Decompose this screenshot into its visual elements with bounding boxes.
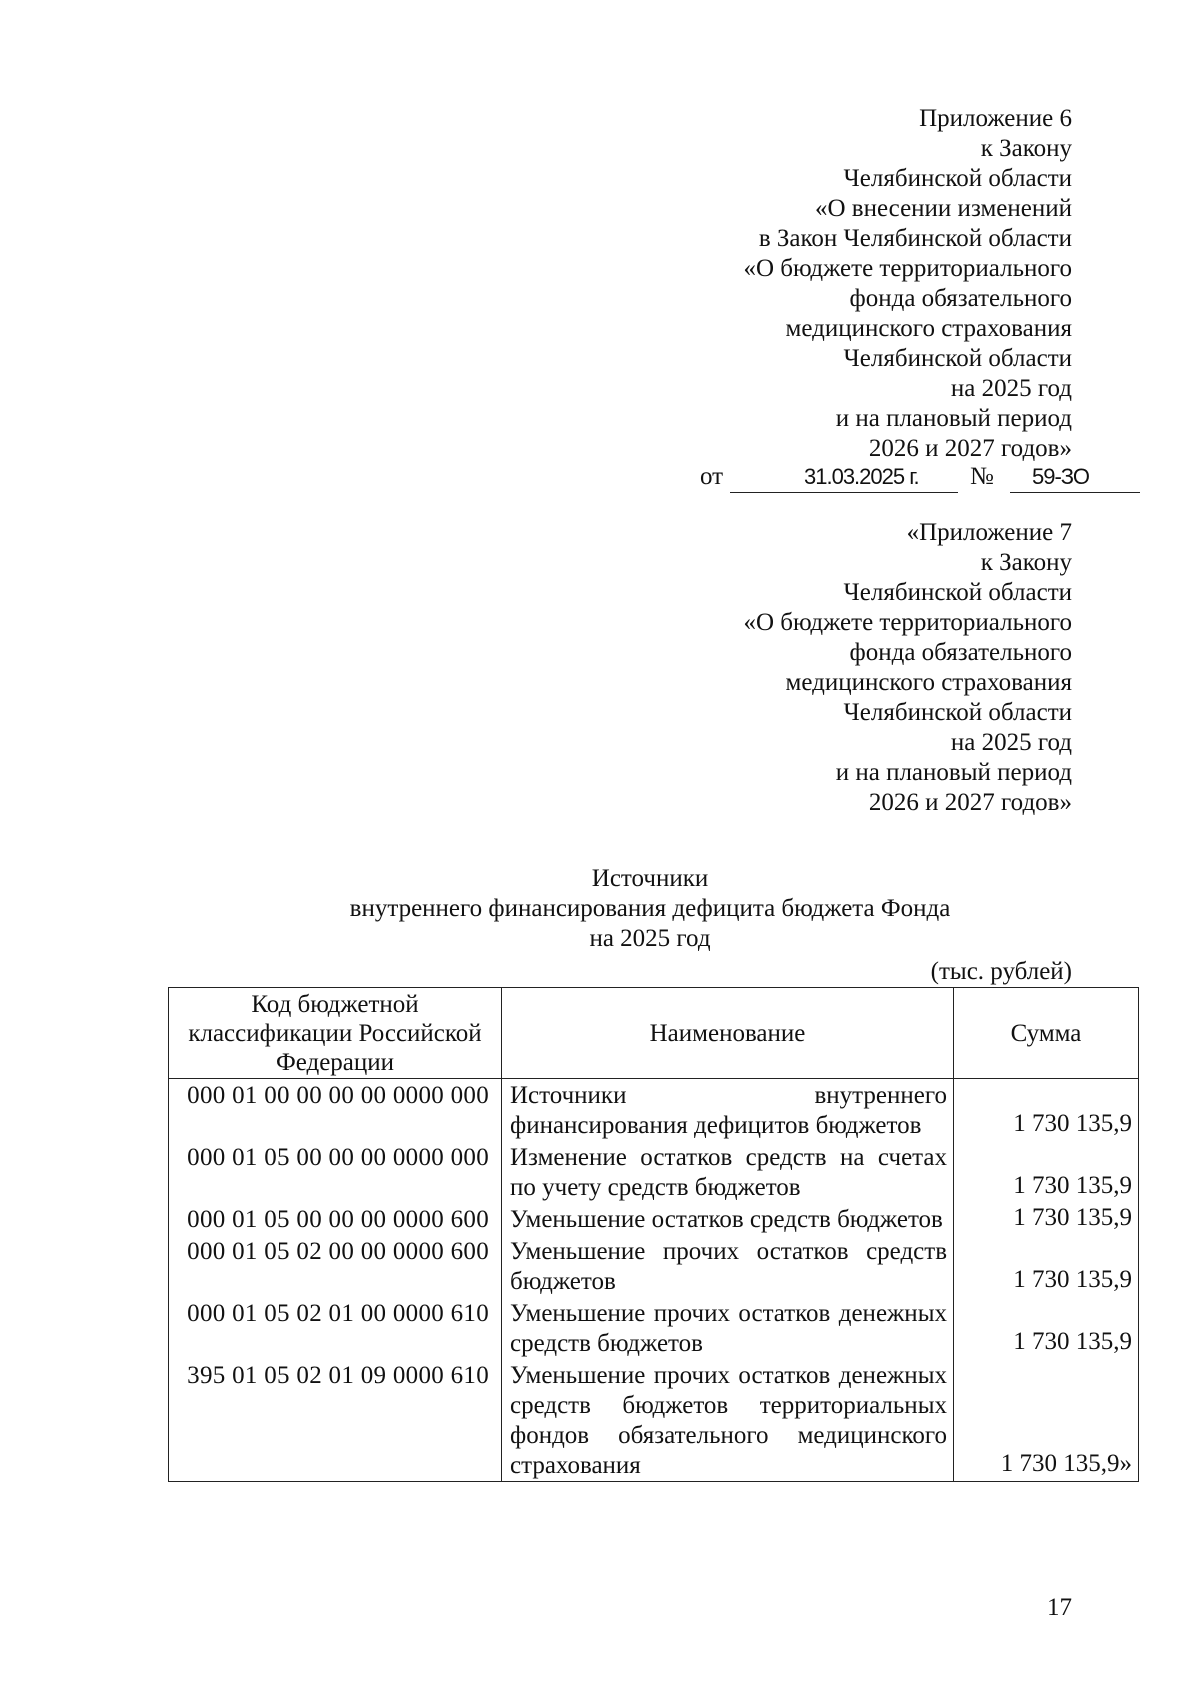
header-name: Наименование: [502, 988, 954, 1079]
annex-line: 2026 и 2027 годов»: [868, 435, 1072, 462]
annex-line: «О бюджете территориального: [743, 609, 1072, 636]
annex-line: в Закон Челябинской области: [758, 225, 1072, 252]
table-header-row: [169, 988, 1139, 1079]
date-underline: [730, 492, 958, 493]
annex-6-header: [472, 104, 1072, 464]
table-row: [169, 1235, 1139, 1297]
units-label: (тыс. рублей): [930, 958, 1072, 985]
from-label: от: [700, 463, 724, 490]
annex-line: Челябинской области: [843, 579, 1072, 606]
number-underline: [1010, 492, 1140, 493]
row-sum: 1 730 135,9: [954, 1141, 1139, 1203]
row-name: Источники внутреннего финансирования дефицитов бюджетов: [502, 1079, 954, 1142]
row-sum: 1 730 135,9: [954, 1203, 1139, 1235]
annex-line: фонда обязательного: [849, 639, 1072, 666]
row-name: Уменьшение остатков средств бюджетов: [502, 1203, 954, 1235]
annex-line: медицинского страхования: [785, 669, 1072, 696]
table-row: [169, 1359, 1139, 1482]
header-sum: Сумма: [954, 988, 1139, 1079]
annex-line: «О бюджете территориального: [743, 255, 1072, 282]
financing-sources-table: [168, 987, 1139, 1482]
annex-line: на 2025 год: [950, 729, 1072, 756]
row-sum: 1 730 135,9: [954, 1079, 1139, 1142]
annex-line: «О внесении изменений: [814, 195, 1072, 222]
annex-line: и на плановый период: [835, 759, 1072, 786]
law-date: 31.03.2025 г.: [804, 464, 919, 489]
page-number: 17: [1047, 1594, 1072, 1621]
row-code: 000 01 00 00 00 00 0000 000: [169, 1079, 502, 1142]
row-name: Изменение остатков средств на счетах по учету средств бюджетов: [502, 1141, 954, 1203]
annex-line: к Закону: [980, 549, 1072, 576]
row-code: 000 01 05 00 00 00 0000 600: [169, 1203, 502, 1235]
annex-line: к Закону: [980, 135, 1072, 162]
annex-7-header: [472, 518, 1072, 818]
table-row: [169, 1079, 1139, 1142]
annex-line: Челябинской области: [843, 699, 1072, 726]
header-code: Код бюджетной классификации Российской Федерации: [169, 988, 502, 1079]
row-sum: 1 730 135,9»: [954, 1359, 1139, 1482]
table-row: [169, 1141, 1139, 1203]
annex-line: фонда обязательного: [849, 285, 1072, 312]
annex-line: 2026 и 2027 годов»: [868, 789, 1072, 816]
number-label: №: [970, 463, 994, 490]
title-line: Источники: [591, 865, 709, 892]
title-line: на 2025 год: [589, 925, 711, 952]
row-code: 000 01 05 00 00 00 0000 000: [169, 1141, 502, 1203]
annex-line: «Приложение 7: [906, 519, 1072, 546]
row-name: Уменьшение прочих остатков денежных средств бюджетов: [502, 1297, 954, 1359]
row-code: 395 01 05 02 01 09 0000 610: [169, 1359, 502, 1482]
approval-line: [700, 463, 1140, 493]
title-line: внутреннего финансирования дефицита бюджета Фонда: [349, 895, 951, 922]
row-sum: 1 730 135,9: [954, 1235, 1139, 1297]
law-number: 59-ЗО: [1032, 464, 1089, 489]
annex-line: и на плановый период: [835, 405, 1072, 432]
table-row: [169, 1203, 1139, 1235]
annex-line: Челябинской области: [843, 345, 1072, 372]
row-name: Уменьшение прочих остатков денежных средств бюджетов территориальных фондов обязательного медицинского страхования: [502, 1359, 954, 1482]
document-title: [300, 864, 1000, 954]
row-sum: 1 730 135,9: [954, 1297, 1139, 1359]
row-name: Уменьшение прочих остатков средств бюджетов: [502, 1235, 954, 1297]
annex-line: медицинского страхования: [785, 315, 1072, 342]
table-row: [169, 1297, 1139, 1359]
annex-line: на 2025 год: [950, 375, 1072, 402]
row-code: 000 01 05 02 01 00 0000 610: [169, 1297, 502, 1359]
annex-line: Челябинской области: [843, 165, 1072, 192]
row-code: 000 01 05 02 00 00 0000 600: [169, 1235, 502, 1297]
annex-line: Приложение 6: [919, 105, 1072, 132]
